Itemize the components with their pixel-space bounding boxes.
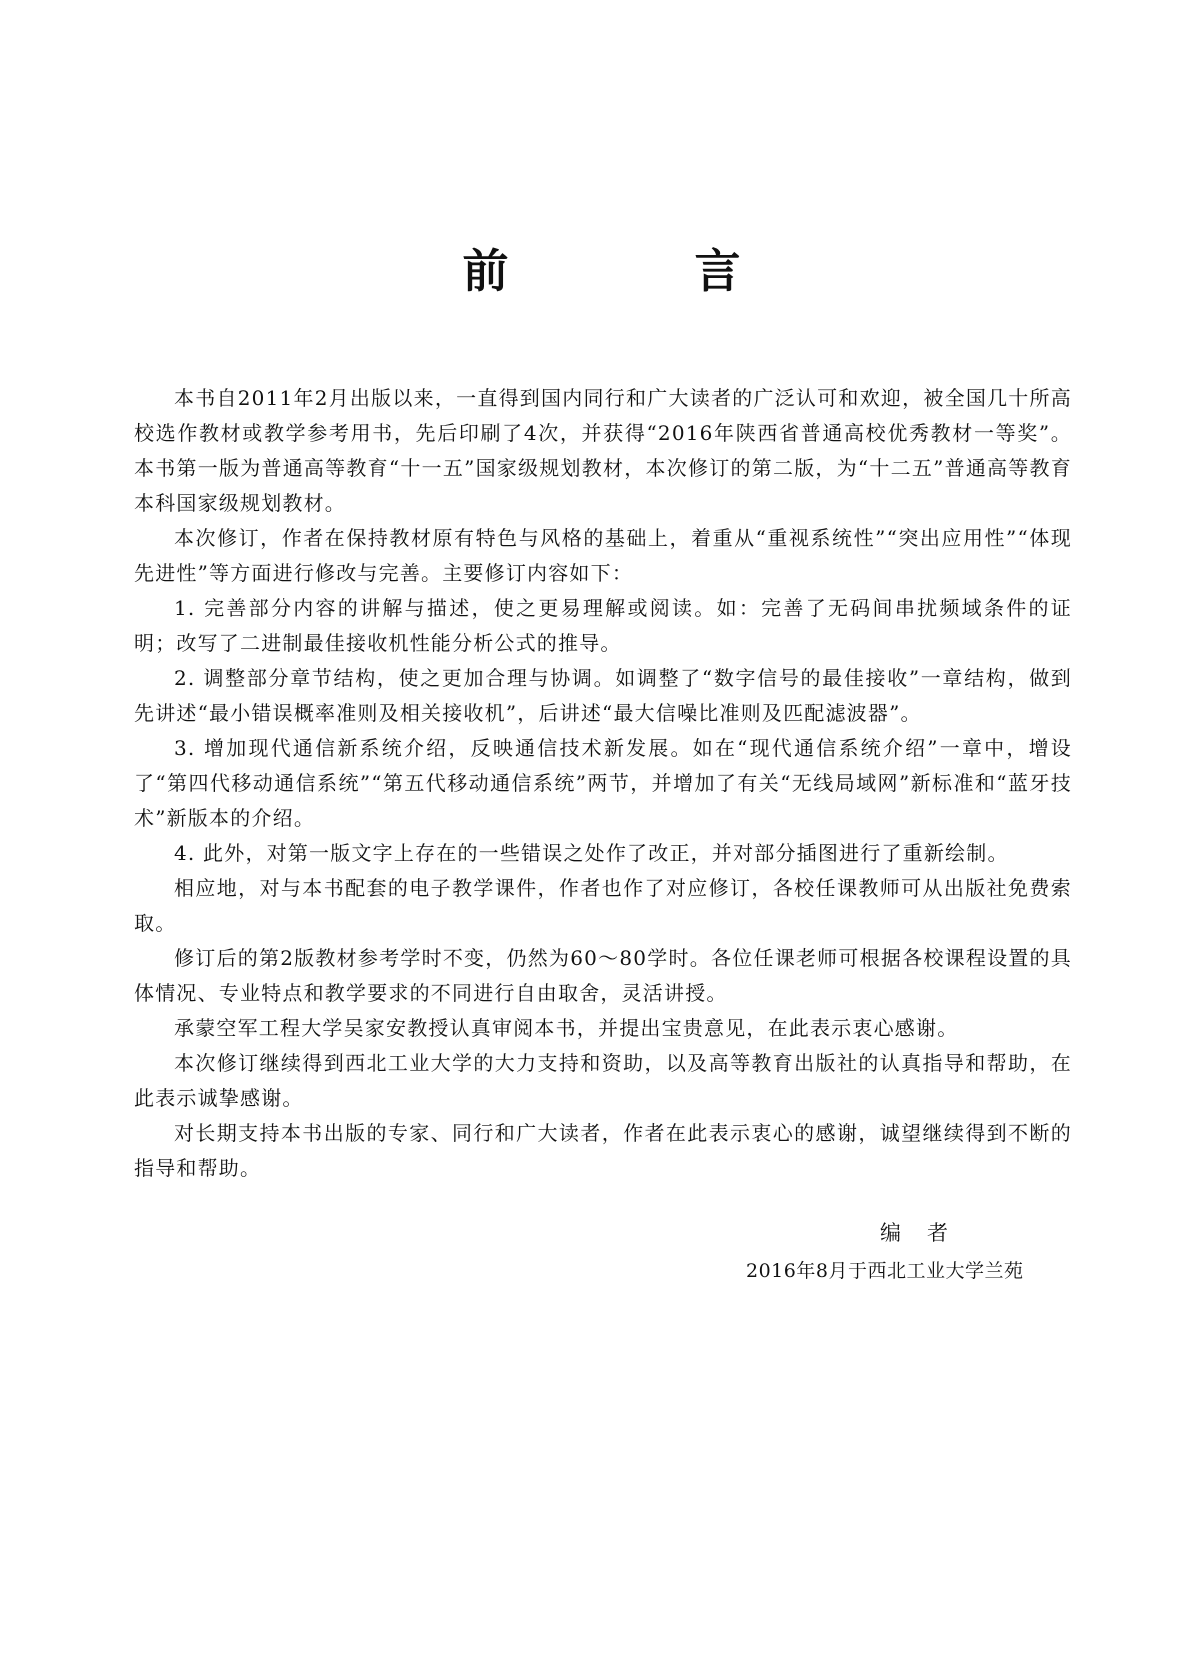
- paragraph-revision-item-3: 3. 增加现代通信新系统介绍，反映通信技术新发展。如在“现代通信系统介绍”一章中，增设了“第四代移动通信系统”“第五代移动通信系统”两节，并增加了有关“无线局域网”新标准和“蓝牙技术”新版本的介绍。: [134, 736, 1072, 830]
- paragraph-publication-history: 本书自2011年2月出版以来，一直得到国内同行和广大读者的广泛认可和欢迎，被全国几十所高校选作教材或教学参考用书，先后印刷了4次，并获得“2016年陕西省普通高校优秀教材一等奖”。本书第一版为普通高等教育“十一五”国家级规划教材，本次修订的第二版，为“十二五”普通高等教育本科国家级规划教材。: [134, 386, 1072, 515]
- paragraph-revision-item-1: 1. 完善部分内容的讲解与描述，使之更易理解或阅读。如：完善了无码间串扰频域条件的证明；改写了二进制最佳接收机性能分析公式的推导。: [134, 596, 1072, 655]
- paragraph-revision-item-2: 2. 调整部分章节结构，使之更加合理与协调。如调整了“数字信号的最佳接收”一章结构，做到先讲述“最小错误概率准则及相关接收机”，后讲述“最大信噪比准则及匹配滤波器”。: [134, 666, 1072, 725]
- paragraph-reviewer-thanks: 承蒙空军工程大学吴家安教授认真审阅本书，并提出宝贵意见，在此表示衷心感谢。: [174, 1016, 959, 1040]
- paragraph-class-hours: 修订后的第2版教材参考学时不变，仍然为60～80学时。各位任课老师可根据各校课程设置的具体情况、专业特点和教学要求的不同进行自由取舍，灵活讲授。: [134, 946, 1072, 1005]
- paragraph-readers-thanks: 对长期支持本书出版的专家、同行和广大读者，作者在此表示衷心的感谢，诚望继续得到不断的指导和帮助。: [134, 1121, 1072, 1180]
- paragraph-courseware: 相应地，对与本书配套的电子教学课件，作者也作了对应修订，各校任课教师可从出版社免费索取。: [134, 876, 1072, 935]
- signature-author: 编者: [880, 1221, 974, 1245]
- paragraph-revision-item-4: 4. 此外，对第一版文字上存在的一些错误之处作了改正，并对部分插图进行了重新绘制。: [174, 841, 1009, 865]
- preface-body: [134, 381, 1072, 1186]
- paragraph-revision-intro: 本次修订，作者在保持教材原有特色与风格的基础上，着重从“重视系统性”“突出应用性”“体现先进性”等方面进行修改与完善。主要修订内容如下：: [134, 526, 1072, 585]
- paragraph-support-thanks: 本次修订继续得到西北工业大学的大力支持和资助，以及高等教育出版社的认真指导和帮助，在此表示诚挚感谢。: [134, 1051, 1072, 1110]
- page-title: 前 言: [462, 244, 811, 298]
- signature-date-place: 2016年8月于西北工业大学兰苑: [746, 1260, 1024, 1282]
